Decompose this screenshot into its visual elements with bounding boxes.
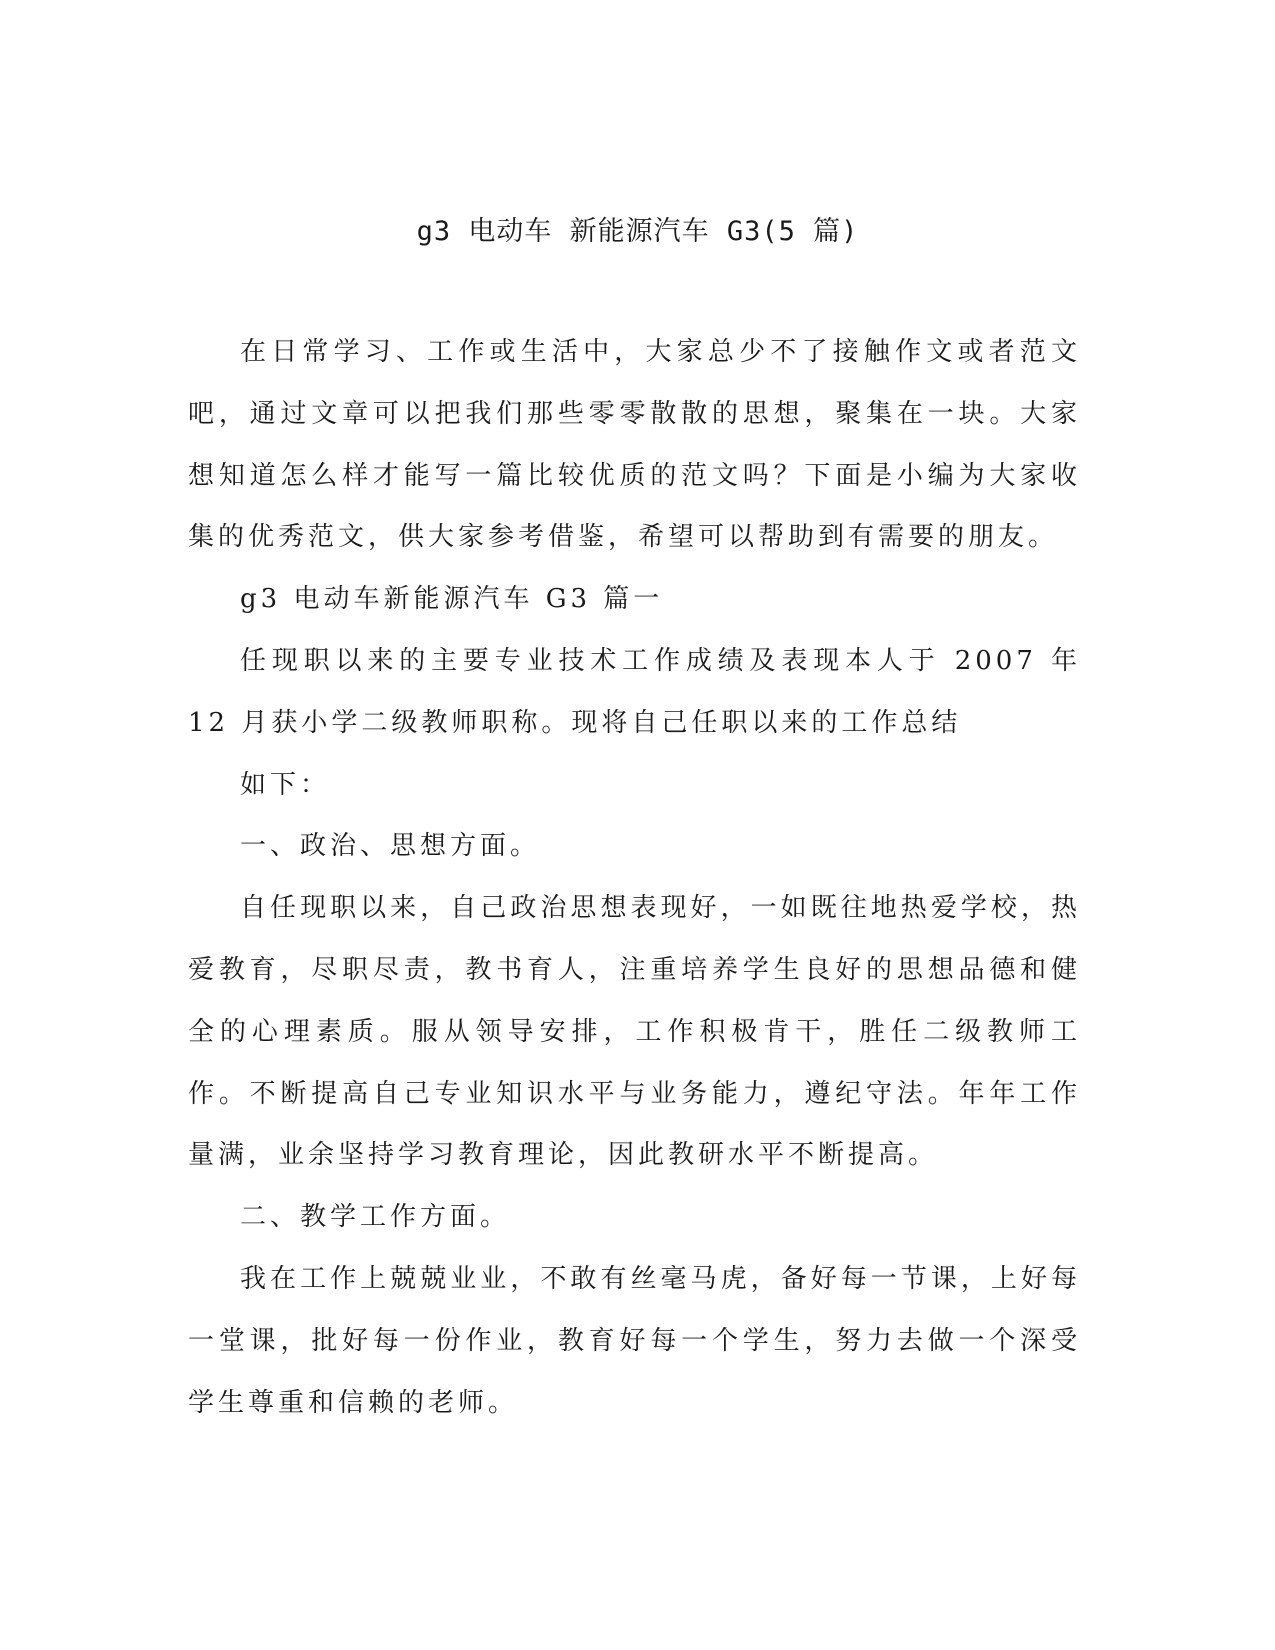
paragraph-political: 自任现职以来，自己政治思想表现好，一如既往地热爱学校，热爱教育，尽职尽责，教书育人，注重培养学生良好的思想品德和健全的心理素质。服从领导安排，工作积极肯干，胜任二级教师工作。不断提高自己专业知识水平与业务能力，遵纪守法。年年工作量满，业余坚持学习教育理论，因此教研水平不断提高。 xyxy=(188,893,1081,1171)
paragraph-qualification: 任现职以来的主要专业技术工作成绩及表现本人于 2007 年 12 月获小学二级教师职称。现将自己任职以来的工作总结 xyxy=(188,645,1081,738)
paragraph-heading-political: 一、政治、思想方面。 xyxy=(240,831,541,862)
paragraph-teaching: 我在工作上兢兢业业，不敢有丝毫马虎，备好每一节课，上好每一堂课，批好每一份作业，教育好每一个学生，努力去做一个深受学生尊重和信赖的老师。 xyxy=(188,1263,1081,1418)
document-title: g3 电动车 新能源汽车 G3(5 篇) xyxy=(416,216,859,247)
paragraph-heading-teaching: 二、教学工作方面。 xyxy=(240,1202,511,1233)
paragraph-section-heading: g3 电动车新能源汽车 G3 篇一 xyxy=(240,584,664,615)
document-body xyxy=(188,322,1081,1434)
paragraph-as-follows: 如下： xyxy=(240,769,331,800)
paragraph-intro: 在日常学习、工作或生活中，大家总少不了接触作文或者范文吧，通过文章可以把我们那些零零散散的思想，聚集在一块。大家想知道怎么样才能写一篇比较优质的范文吗？下面是小编为大家收集的优秀范文，供大家参考借鉴，希望可以帮助到有需要的朋友。 xyxy=(188,337,1081,553)
